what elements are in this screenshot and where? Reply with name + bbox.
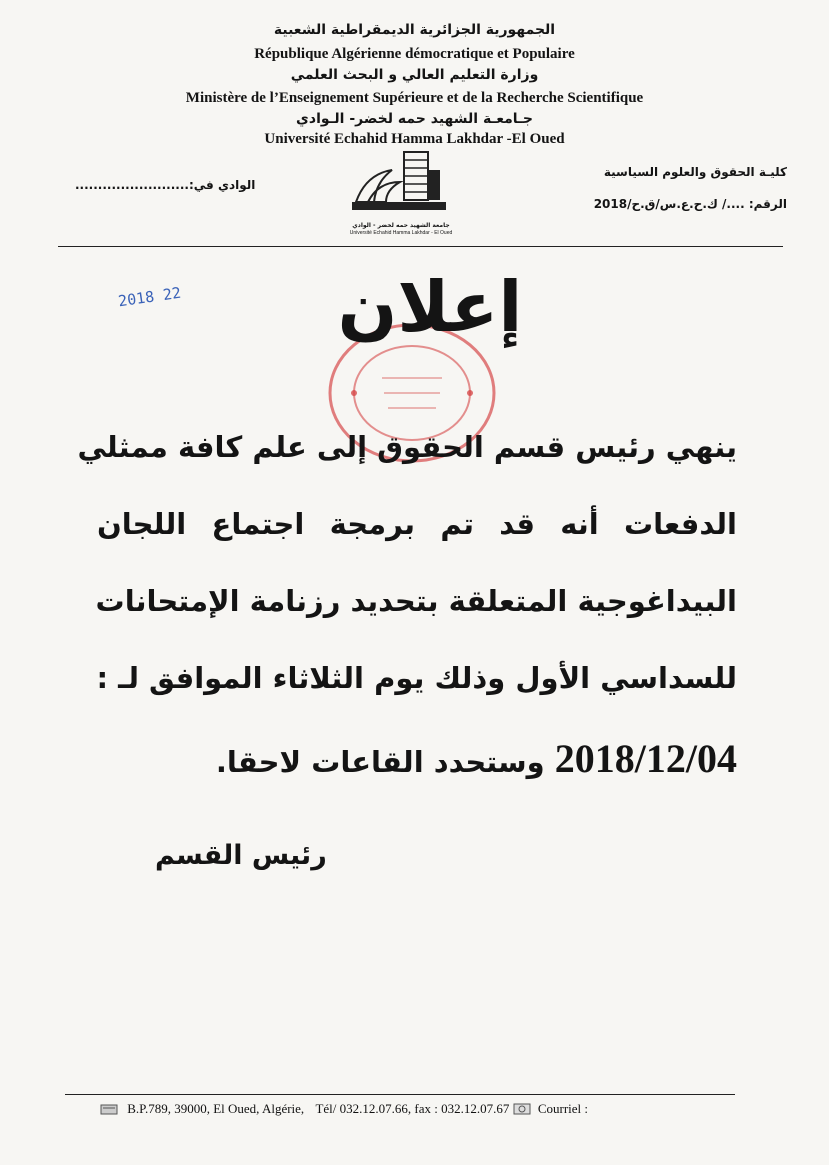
header-divider bbox=[58, 246, 783, 247]
footer-phone: Tél/ 032.12.07.66, fax : 032.12.07.67 bbox=[315, 1101, 510, 1117]
received-date-stamp: 2018 22 bbox=[117, 283, 183, 311]
department-head-signature: رئيس القسم bbox=[155, 840, 327, 871]
body-line-5 bbox=[97, 735, 737, 782]
university-fr: Université Echahid Hamma Lakhdar -El Oued bbox=[264, 131, 565, 147]
body-line-1: ينهي رئيس قسم الحقوق إلى علم كافة ممثلي bbox=[77, 430, 737, 464]
university-ar: جـامعـة الشهيد حمه لخضر- الـوادي bbox=[296, 111, 533, 127]
footer-address: B.P.789, 39000, El Oued, Algérie, bbox=[127, 1101, 305, 1117]
faculty-name: كليـة الحقوق والعلوم السياسية bbox=[603, 165, 787, 179]
university-logo-mark bbox=[346, 146, 456, 218]
body-line-4: للسداسي الأول وذلك يوم الثلاثاء الموافق لـ : bbox=[96, 661, 737, 695]
body-line-2: الدفعات أنه قد تم برمجة اجتماع اللجان bbox=[97, 507, 737, 541]
envelope-icon bbox=[513, 1103, 531, 1115]
ministry-fr: Ministère de l’Enseignement Supérieure et de la Recherche Scientifique bbox=[185, 90, 644, 106]
body-line-3: البيداغوجية المتعلقة بتحديد رزنامة الإمتحانات bbox=[95, 584, 737, 618]
logo-name-ar: جامعة الشهيد حمه لخضر - الوادي bbox=[352, 222, 450, 229]
place-date: الوادي في:......................... bbox=[75, 178, 256, 192]
logo-name-fr: Université Echahid Hamma Lakhdar - El Oued bbox=[349, 230, 453, 236]
footer-divider bbox=[65, 1094, 735, 1095]
ministry-ar: وزارة التعليم العالي و البحث العلمي bbox=[290, 67, 539, 83]
footer-contact bbox=[100, 1100, 588, 1117]
republic-ar: الجمهورية الجزائرية الديمقراطية الشعبية bbox=[273, 22, 556, 38]
body-line-5-rest: وستحدد القاعات لاحقا. bbox=[215, 745, 545, 779]
mail-box-icon bbox=[100, 1103, 118, 1115]
university-logo bbox=[346, 146, 456, 238]
footer-email-label: Courriel : bbox=[537, 1101, 589, 1117]
meeting-date: 2018/12/04 bbox=[554, 736, 737, 781]
announcement-title: إعلان bbox=[337, 266, 523, 348]
reference-number: الرقم: ..../ ك.ح.ع.س/ق.ح/2018 bbox=[593, 197, 787, 211]
republic-fr: République Algérienne démocratique et Populaire bbox=[254, 46, 575, 62]
